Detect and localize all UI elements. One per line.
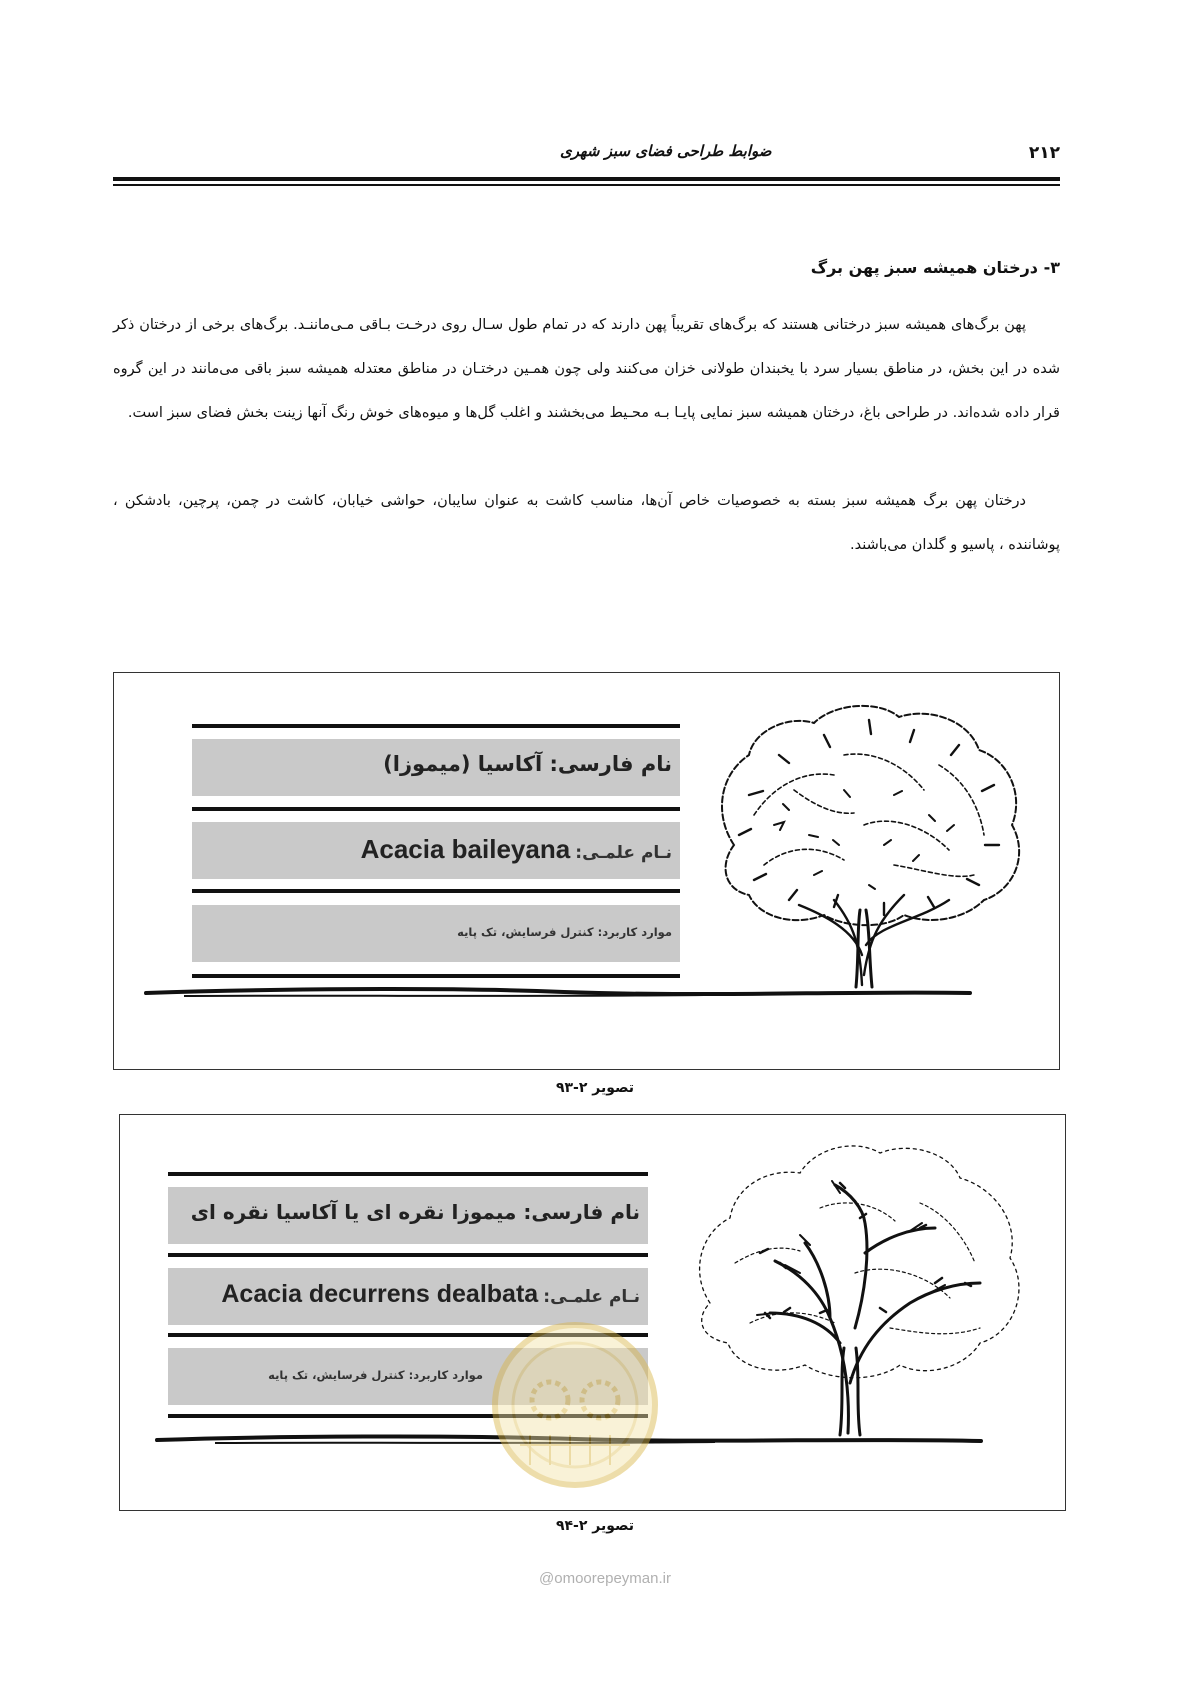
separator-line (168, 1172, 648, 1176)
uses-text: موارد کاربرد: کنترل فرسایش، تک پایه (457, 925, 672, 939)
persian-name-box (192, 739, 680, 796)
paragraph-1: پهن برگ‌های همیشه سبز درختانی هستند که برگ‌های تقریباً پهن دارند که در تمام طول سـال روی درخـت بـاقی مـی‌ماننـد. برگ‌های برخی از درختان ذکر شده در این بخش، در مناطق بسیار سرد با یخبندان طولانی خزان می‌کنند ولی چون همـین درختـان در مناطق معتدله همیشه سبز باقی می‌مانند در این گروه قرار داده شده‌اند. در طراحی باغ، درختان همیشه سبز نمایی پایـا بـه محـیط می‌بخشند و اغلب گل‌ها و میوه‌های خوش رنگ آنها زینت بخش فضای سبز است. (113, 317, 1060, 421)
separator-line (192, 724, 680, 728)
figure-caption-2: تصویر ۲-۹۴ (555, 1518, 635, 1534)
scientific-name-label: نـام علمـی: (575, 843, 672, 863)
section-heading: ۳- درختان همیشه سبز پهن برگ (810, 258, 1060, 277)
scientific-name-box (192, 822, 680, 879)
ground-stroke (144, 983, 974, 1003)
uses-text: موارد کاربرد: کنترل فرسایش، تک پایه (268, 1368, 483, 1382)
book-title: ضوابط طراحی فضای سبز شهری (560, 142, 772, 160)
persian-name: نام فارسی: میموزا نقره ای یا آکاسیا نقره ای (190, 1200, 640, 1224)
figure-card-1 (113, 672, 1060, 1070)
scientific-name: Acacia baileyana (360, 834, 571, 864)
header-rule (113, 177, 1060, 181)
paragraph-2: درختان پهن برگ همیشه سبز بسته به خصوصیات خاص آن‌ها، مناسب کاشت به عنوان سایبان، حواشی خیابان، کاشت در چمن، پرچین، بادشکن ، پوشاننده ، پاسیو و گلدان می‌باشند. (113, 493, 1060, 553)
tree-illustration-acacia-baileyana (694, 695, 1039, 995)
figure-caption-1: تصویر ۲-۹۳ (555, 1080, 635, 1096)
separator-line (192, 807, 680, 811)
separator-line (168, 1253, 648, 1257)
separator-line (192, 974, 680, 978)
persian-name-box (168, 1187, 648, 1244)
header-rule-thin (113, 184, 1060, 186)
scientific-name-row (361, 834, 672, 865)
scientific-name: Acacia decurrens dealbata (221, 1280, 539, 1308)
tree-illustration-acacia-decurrens (680, 1133, 1045, 1443)
separator-line (192, 889, 680, 893)
uses-box (192, 905, 680, 962)
watermark-logo (490, 1275, 660, 1525)
page-number: ۲۱۲ (1028, 143, 1060, 163)
scientific-name-label: نـام علمـی: (543, 1287, 640, 1307)
persian-name: نام فارسی: آکاسیا (میموزا) (383, 752, 672, 776)
watermark-text: @omoorepeyman.ir (539, 1570, 671, 1587)
